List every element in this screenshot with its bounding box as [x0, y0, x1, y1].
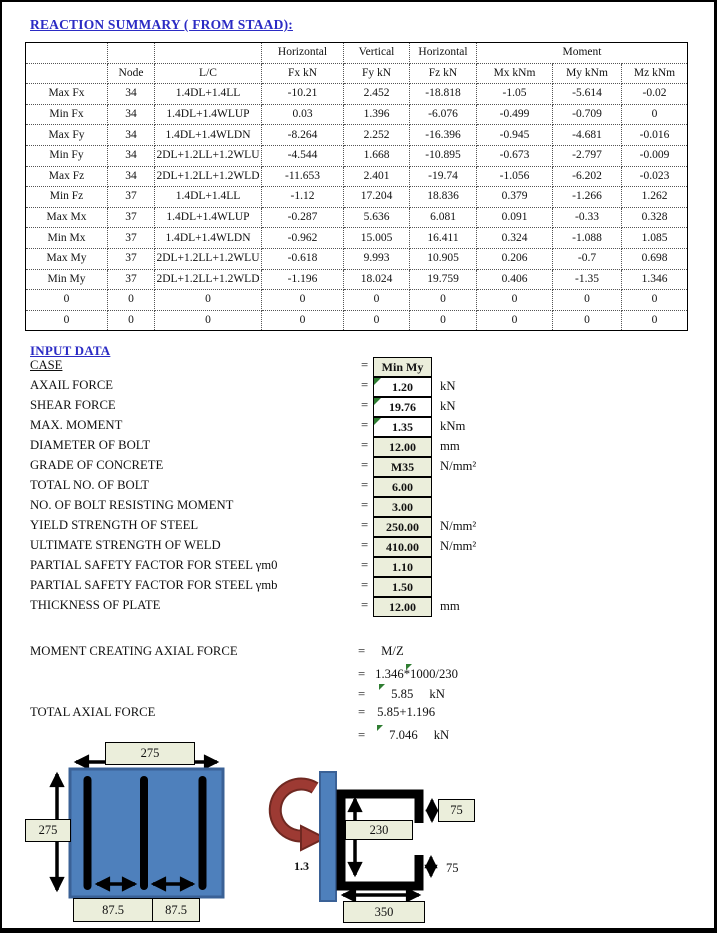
table-cell: 34	[108, 125, 155, 146]
input-label: SHEAR FORCE	[30, 398, 116, 412]
calc-line-result	[358, 684, 445, 702]
bolt-spacing-label-left: 87.5	[73, 898, 153, 922]
total-axial-label: TOTAL AXIAL FORCE	[30, 705, 156, 719]
table-cell: 2.252	[344, 125, 410, 146]
input-value: 1.35	[392, 420, 413, 434]
header-cell	[26, 63, 108, 84]
input-row	[30, 418, 500, 438]
table-cell: 1.4DL+1.4WLDN	[155, 228, 262, 249]
input-label: PARTIAL SAFETY FACTOR FOR STEEL γm0	[30, 558, 278, 572]
header-cell: Fz kN	[410, 63, 477, 84]
table-cell: -4.681	[553, 125, 622, 146]
formula-flag-icon	[379, 684, 385, 690]
calc-line-expansion	[358, 664, 458, 682]
bottom-flange-label: 75	[446, 861, 459, 875]
table-cell: -0.02	[622, 84, 688, 105]
unit-label: N/mm²	[440, 459, 477, 473]
table-cell: -19.74	[410, 166, 477, 187]
equals-sign: =	[358, 644, 366, 658]
table-cell: 34	[108, 84, 155, 105]
table-cell: 0	[262, 310, 344, 331]
table-cell: -1.12	[262, 187, 344, 208]
input-value-box[interactable]	[373, 477, 432, 497]
table-cell: 10.905	[410, 248, 477, 269]
table-cell: Max Fz	[26, 166, 108, 187]
table-cell: -0.618	[262, 248, 344, 269]
equals-sign: =	[361, 558, 369, 572]
table-cell: Min Fz	[26, 187, 108, 208]
table-cell: 0.03	[262, 104, 344, 125]
input-row	[30, 598, 500, 618]
equals-sign: =	[361, 458, 369, 472]
input-row	[30, 378, 500, 398]
unit-label: kN	[440, 379, 456, 393]
unit-label: kN	[440, 399, 456, 413]
header-cell: Mx kNm	[477, 63, 553, 84]
table-cell: 0.324	[477, 228, 553, 249]
table-cell: 34	[108, 104, 155, 125]
table-cell: -18.818	[410, 84, 477, 105]
bolt-spacing-label-right: 87.5	[152, 898, 200, 922]
table-cell: 0.091	[477, 207, 553, 228]
expansion-text: 5.85+1.196	[377, 705, 436, 719]
table-cell: 2DL+1.2LL+1.2WLU	[155, 145, 262, 166]
equals-sign: =	[361, 578, 369, 592]
table-cell: 37	[108, 187, 155, 208]
table-cell: 15.005	[344, 228, 410, 249]
top-flange-label: 75	[438, 799, 475, 822]
table-row	[26, 125, 688, 146]
header-cell: Horizontal	[262, 43, 344, 64]
table-cell: 19.759	[410, 269, 477, 290]
table-cell: 0.206	[477, 248, 553, 269]
input-row	[30, 538, 500, 558]
table-cell: 0	[622, 290, 688, 311]
unit-label: mm	[440, 439, 460, 453]
table-cell: 34	[108, 145, 155, 166]
table-cell: -0.7	[553, 248, 622, 269]
header-cell: Horizontal	[410, 43, 477, 64]
input-label: MAX. MOMENT	[30, 418, 123, 432]
equals-sign: =	[361, 478, 369, 492]
table-cell: Max Mx	[26, 207, 108, 228]
equals-sign: =	[361, 498, 369, 512]
table-cell: -0.33	[553, 207, 622, 228]
table-cell: 0	[155, 290, 262, 311]
table-row	[26, 104, 688, 125]
unit-label: mm	[440, 599, 460, 613]
unit-label: kNm	[440, 419, 466, 433]
header-cell: L/C	[155, 63, 262, 84]
calc-line-formula	[358, 644, 404, 659]
result-value: 7.046	[389, 728, 418, 742]
input-data-title: INPUT DATA	[30, 343, 111, 358]
input-row	[30, 578, 500, 598]
header-cell	[108, 43, 155, 64]
header-cell: Node	[108, 63, 155, 84]
table-cell: -0.016	[622, 125, 688, 146]
table-cell: 5.636	[344, 207, 410, 228]
input-value-box[interactable]	[373, 557, 432, 577]
table-cell: 1.4DL+1.4WLDN	[155, 125, 262, 146]
input-value: 6.00	[392, 480, 413, 494]
input-value-box[interactable]	[373, 537, 432, 557]
formula-flag-icon	[374, 378, 381, 385]
table-cell: -1.266	[553, 187, 622, 208]
table-cell: 17.204	[344, 187, 410, 208]
header-cell	[26, 43, 108, 64]
table-cell: 0	[262, 290, 344, 311]
result-value: 5.85	[391, 687, 414, 701]
table-cell: -0.023	[622, 166, 688, 187]
equals-sign: =	[361, 358, 369, 372]
table-cell: 0.698	[622, 248, 688, 269]
input-value-box[interactable]	[373, 377, 432, 397]
input-value: 410.00	[386, 540, 419, 554]
unit-label: N/mm²	[440, 519, 477, 533]
table-cell: -1.056	[477, 166, 553, 187]
table-cell: 0	[410, 290, 477, 311]
moment-value-label: 1.3	[294, 859, 309, 873]
input-value: 12.00	[389, 600, 416, 614]
table-cell: -0.709	[553, 104, 622, 125]
table-cell: -0.287	[262, 207, 344, 228]
formula-text: M/Z	[381, 644, 404, 658]
table-cell: Min Fy	[26, 145, 108, 166]
table-cell: 0	[26, 310, 108, 331]
formula-flag-icon	[374, 398, 381, 405]
table-cell: Min Fx	[26, 104, 108, 125]
table-cell: 37	[108, 248, 155, 269]
table-cell: -11.653	[262, 166, 344, 187]
input-label: AXAIL FORCE	[30, 378, 114, 392]
table-cell: -1.088	[553, 228, 622, 249]
equals-sign: =	[361, 538, 369, 552]
input-value: 3.00	[392, 500, 413, 514]
input-row	[30, 438, 500, 458]
expansion-text: 1.346*1000/230	[375, 667, 458, 681]
table-row	[26, 290, 688, 311]
reaction-summary-table	[25, 42, 688, 331]
calc-line-total-result	[358, 725, 449, 743]
table-cell: 0	[26, 290, 108, 311]
table-cell: 34	[108, 166, 155, 187]
input-value: 1.10	[392, 560, 413, 574]
table-row	[26, 187, 688, 208]
table-cell: -10.895	[410, 145, 477, 166]
table-cell: 37	[108, 207, 155, 228]
equals-sign: =	[358, 705, 366, 719]
table-cell: -5.614	[553, 84, 622, 105]
table-cell: 1.085	[622, 228, 688, 249]
table-cell: 0.379	[477, 187, 553, 208]
table-cell: -6.202	[553, 166, 622, 187]
table-cell: -1.05	[477, 84, 553, 105]
table-cell: 2DL+1.2LL+1.2WLU	[155, 248, 262, 269]
table-cell: 1.396	[344, 104, 410, 125]
table-cell: 1.4DL+1.4WLUP	[155, 104, 262, 125]
header-cell: Mz kNm	[622, 63, 688, 84]
table-cell: 1.4DL+1.4WLUP	[155, 207, 262, 228]
input-value-box[interactable]	[373, 417, 432, 437]
table-cell: 37	[108, 228, 155, 249]
table-cell: 1.4DL+1.4LL	[155, 84, 262, 105]
table-cell: -2.797	[553, 145, 622, 166]
table-cell: -1.196	[262, 269, 344, 290]
input-row	[30, 458, 500, 478]
input-row	[30, 398, 500, 418]
table-row	[26, 145, 688, 166]
table-cell: Min My	[26, 269, 108, 290]
input-label: ULTIMATE STRENGTH OF WELD	[30, 538, 221, 552]
table-cell: 2.401	[344, 166, 410, 187]
table-cell: 0	[108, 290, 155, 311]
table-cell: -16.396	[410, 125, 477, 146]
table-cell: -10.21	[262, 84, 344, 105]
equals-sign: =	[358, 687, 366, 701]
input-value-box[interactable]	[373, 497, 432, 517]
table-cell: 0	[108, 310, 155, 331]
table-group-header-row	[26, 43, 688, 64]
end-plate-rect	[320, 772, 336, 901]
input-label: NO. OF BOLT RESISTING MOMENT	[30, 498, 234, 512]
input-value: 19.76	[389, 400, 416, 414]
table-cell: 0.406	[477, 269, 553, 290]
input-row	[30, 498, 500, 518]
table-cell: -0.009	[622, 145, 688, 166]
table-cell: 1.262	[622, 187, 688, 208]
input-label: CASE	[30, 358, 63, 372]
table-cell: 2DL+1.2LL+1.2WLD	[155, 166, 262, 187]
table-cell: 18.024	[344, 269, 410, 290]
formula-flag-icon	[406, 664, 412, 670]
input-label: DIAMETER OF BOLT	[30, 438, 151, 452]
equals-sign: =	[361, 598, 369, 612]
depth-label: 230	[345, 820, 413, 840]
table-cell: 0	[344, 310, 410, 331]
input-value: 250.00	[386, 520, 419, 534]
table-cell: 0	[155, 310, 262, 331]
unit-label: kN	[433, 728, 450, 742]
input-value-box[interactable]	[373, 577, 432, 597]
table-column-header-row	[26, 63, 688, 84]
input-label: PARTIAL SAFETY FACTOR FOR STEEL γmb	[30, 578, 278, 592]
unit-label: N/mm²	[440, 539, 477, 553]
table-cell: Min Mx	[26, 228, 108, 249]
table-row	[26, 248, 688, 269]
header-cell: Fy kN	[344, 63, 410, 84]
plate-height-label: 275	[25, 819, 71, 842]
header-cell-moment: Moment	[477, 43, 688, 64]
table-cell: 2.452	[344, 84, 410, 105]
table-cell: 1.4DL+1.4LL	[155, 187, 262, 208]
page-title: REACTION SUMMARY ( FROM STAAD):	[30, 17, 293, 32]
table-row	[26, 228, 688, 249]
input-value: 1.20	[392, 380, 413, 394]
equals-sign: =	[361, 438, 369, 452]
formula-flag-icon	[374, 418, 381, 425]
table-cell: 37	[108, 269, 155, 290]
input-row	[30, 358, 500, 378]
channel-width-label: 350	[343, 901, 425, 923]
table-cell: 1.668	[344, 145, 410, 166]
input-value: Min My	[381, 360, 424, 374]
table-row	[26, 84, 688, 105]
header-cell: Vertical	[344, 43, 410, 64]
header-cell: My kNm	[553, 63, 622, 84]
header-cell: Fx kN	[262, 63, 344, 84]
input-row	[30, 518, 500, 538]
equals-sign: =	[358, 728, 366, 742]
table-cell: 9.993	[344, 248, 410, 269]
table-cell: -4.544	[262, 145, 344, 166]
table-cell: 1.346	[622, 269, 688, 290]
table-cell: 18.836	[410, 187, 477, 208]
table-cell: -0.499	[477, 104, 553, 125]
table-cell: 0	[622, 310, 688, 331]
table-cell: 0	[477, 290, 553, 311]
input-row	[30, 558, 500, 578]
formula-flag-icon	[377, 725, 383, 731]
table-cell: 0	[477, 310, 553, 331]
table-row	[26, 166, 688, 187]
input-value-box[interactable]	[373, 357, 432, 377]
table-row	[26, 310, 688, 331]
input-label: GRADE OF CONCRETE	[30, 458, 164, 472]
equals-sign: =	[361, 378, 369, 392]
input-label: YIELD STRENGTH OF STEEL	[30, 518, 199, 532]
table-cell: -8.264	[262, 125, 344, 146]
input-value-box[interactable]	[373, 597, 432, 617]
input-label: TOTAL NO. OF BOLT	[30, 478, 150, 492]
input-value-box[interactable]	[373, 397, 432, 417]
table-row	[26, 207, 688, 228]
equals-sign: =	[358, 667, 366, 681]
plate-width-label: 275	[105, 742, 195, 765]
table-cell: 6.081	[410, 207, 477, 228]
equals-sign: =	[361, 418, 369, 432]
table-cell: 0	[344, 290, 410, 311]
table-cell: 0.328	[622, 207, 688, 228]
moment-axial-label: MOMENT CREATING AXIAL FORCE	[30, 644, 238, 658]
header-cell	[155, 43, 262, 64]
table-cell: 2DL+1.2LL+1.2WLD	[155, 269, 262, 290]
table-cell: 0	[410, 310, 477, 331]
input-row	[30, 478, 500, 498]
input-value: M35	[390, 460, 415, 474]
calc-line-total-expansion	[358, 705, 435, 720]
unit-label: kN	[429, 687, 445, 701]
table-cell: Max Fx	[26, 84, 108, 105]
table-cell: -0.673	[477, 145, 553, 166]
input-value-box[interactable]	[373, 457, 432, 477]
table-cell: -1.35	[553, 269, 622, 290]
table-cell: -0.962	[262, 228, 344, 249]
table-cell: -0.945	[477, 125, 553, 146]
input-value: 1.50	[392, 580, 413, 594]
input-value: 12.00	[389, 440, 416, 454]
table-cell: Max My	[26, 248, 108, 269]
reaction-table-body	[26, 84, 688, 331]
channel-weld-outline	[341, 794, 419, 886]
table-cell: -6.076	[410, 104, 477, 125]
input-value-box[interactable]	[373, 517, 432, 537]
equals-sign: =	[361, 398, 369, 412]
input-label: THICKNESS OF PLATE	[30, 598, 161, 612]
table-cell: 0	[622, 104, 688, 125]
table-cell: 16.411	[410, 228, 477, 249]
equals-sign: =	[361, 518, 369, 532]
table-cell: Max Fy	[26, 125, 108, 146]
input-value-box[interactable]	[373, 437, 432, 457]
table-cell: 0	[553, 310, 622, 331]
table-cell: 0	[553, 290, 622, 311]
table-row	[26, 269, 688, 290]
